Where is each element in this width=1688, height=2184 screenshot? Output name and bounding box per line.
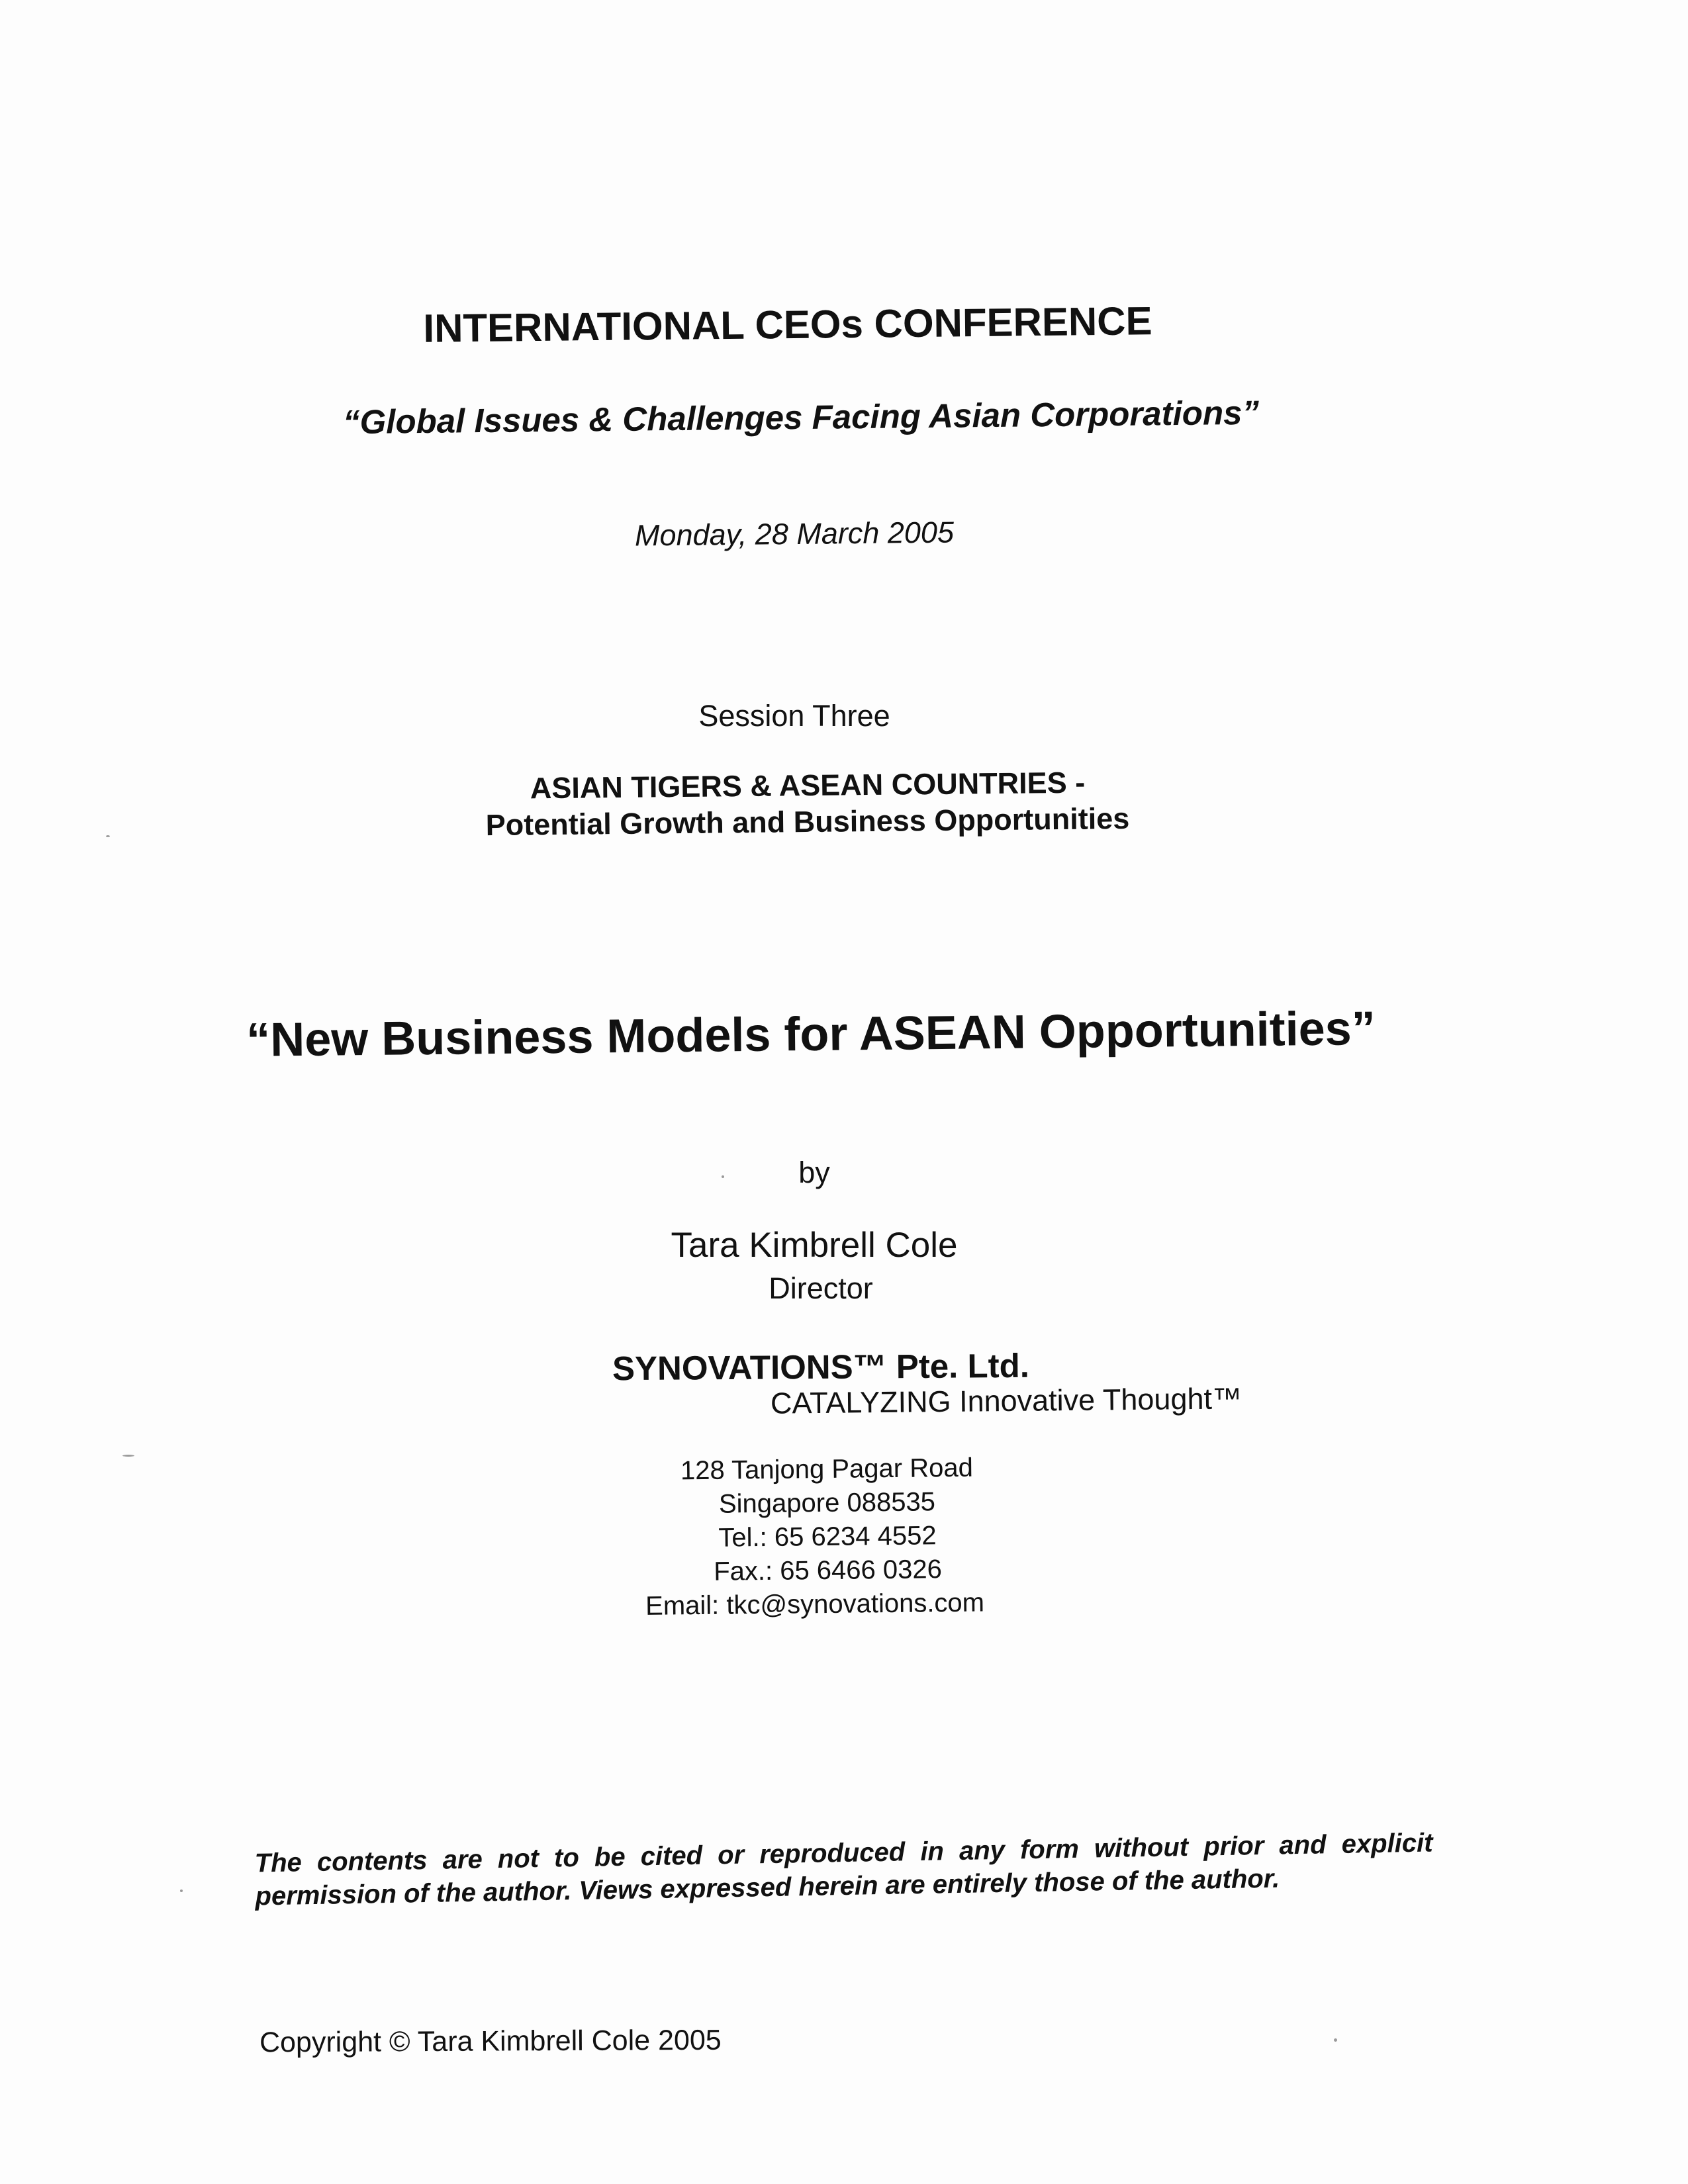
- session-title-line-1: ASIAN TIGERS & ASEAN COUNTRIES -: [530, 765, 1086, 805]
- session-title-line-2: Potential Growth and Business Opportunities: [485, 801, 1130, 842]
- address-email: Email: tkc@synovations.com: [645, 1588, 985, 1621]
- session-label: Session Three: [698, 699, 890, 733]
- conference-title: INTERNATIONAL CEOs CONFERENCE: [423, 298, 1152, 351]
- company-tagline: CATALYZING Innovative Thought™: [770, 1381, 1243, 1420]
- company-address-block: [608, 1451, 1047, 1624]
- scan-speck: [122, 1455, 134, 1457]
- company-name: SYNOVATIONS™ Pte. Ltd.: [612, 1346, 1030, 1388]
- author-name: Tara Kimbrell Cole: [671, 1226, 958, 1265]
- conference-date: Monday, 28 March 2005: [634, 515, 955, 553]
- address-fax: Fax.: 65 6466 0326: [713, 1555, 943, 1586]
- disclaimer-text: The contents are not to be cited or reproduced in any form without prior and explicit permission of the author. Views expressed herein are entirely those of the author.: [254, 1828, 1433, 1911]
- address-street: 128 Tanjong Pagar Road: [680, 1453, 974, 1486]
- paper-title: “New Business Models for ASEAN Opportunities”: [246, 1002, 1376, 1067]
- scan-speck: [180, 1889, 183, 1892]
- address-city: Singapore 088535: [718, 1487, 936, 1519]
- scan-speck: [1334, 2038, 1337, 2042]
- scan-speck: [722, 1175, 724, 1178]
- byline-label: by: [798, 1156, 830, 1189]
- scan-speck: [106, 835, 110, 837]
- copyright-notice: Copyright © Tara Kimbrell Cole 2005: [259, 2024, 722, 2059]
- conference-subtitle: “Global Issues & Challenges Facing Asian Corporations”: [342, 393, 1260, 441]
- address-telephone: Tel.: 65 6234 4552: [718, 1521, 937, 1553]
- author-role: Director: [769, 1271, 873, 1305]
